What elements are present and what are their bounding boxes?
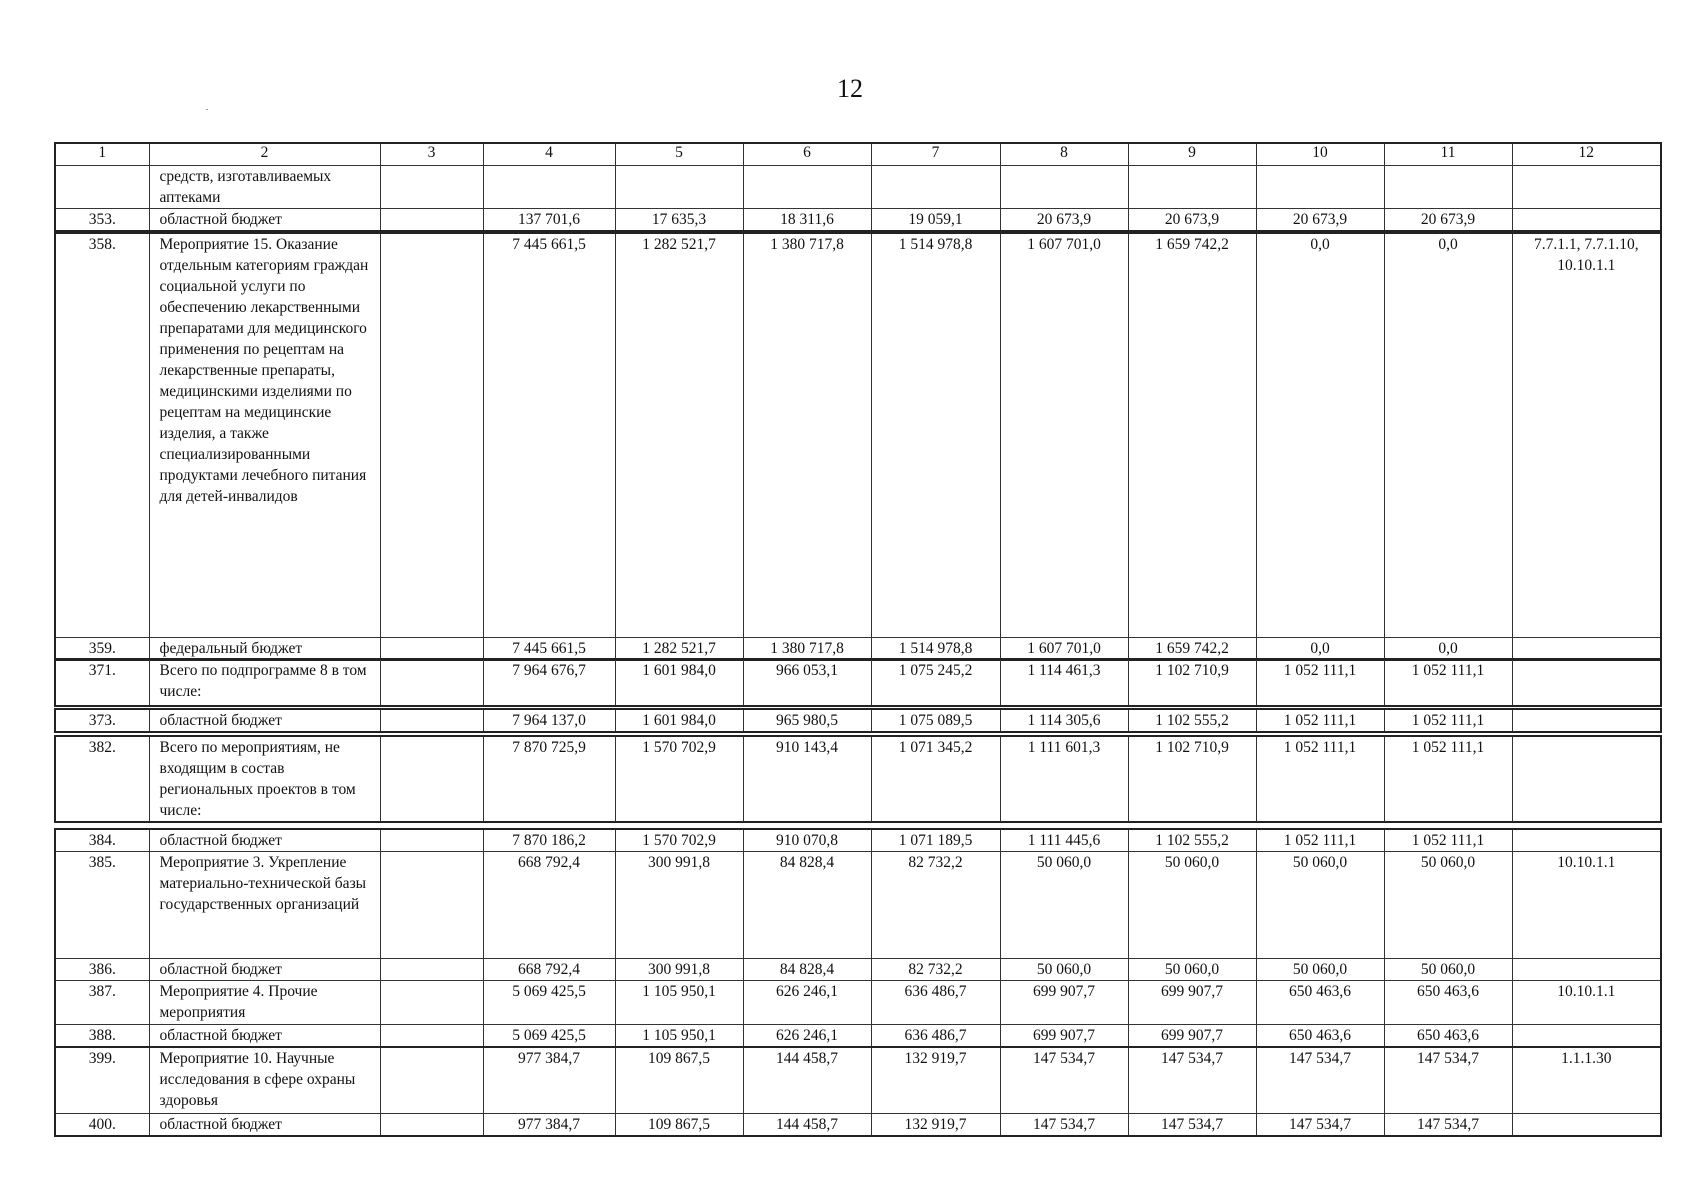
column-header: 10 xyxy=(1256,143,1384,165)
table-block xyxy=(54,1046,1662,1137)
column-header: 6 xyxy=(743,143,871,165)
amount-cell: 1 105 950,1 xyxy=(615,1025,743,1048)
amount-cell: 300 991,8 xyxy=(615,959,743,981)
amount-cell: 7 445 661,5 xyxy=(483,233,615,637)
row-col3 xyxy=(380,165,483,208)
amount-cell: 668 792,4 xyxy=(483,959,615,981)
amount-cell: 1 514 978,8 xyxy=(871,233,1000,637)
row-name: Мероприятие 3. Укрепление материально-технической базы государственных организаций xyxy=(149,852,380,959)
amount-cell: 1 111 601,3 xyxy=(1000,736,1128,822)
row-name: федеральный бюджет xyxy=(149,637,380,660)
scan-speck xyxy=(206,109,208,110)
amount-cell: 0,0 xyxy=(1384,233,1512,637)
column-header: 5 xyxy=(615,143,743,165)
row-name: Всего по подпрограмме 8 в том числе: xyxy=(149,659,380,706)
column-header: 9 xyxy=(1128,143,1256,165)
row-number: 386. xyxy=(55,959,149,981)
amount-cell: 50 060,0 xyxy=(1000,852,1128,959)
amount-cell: 636 486,7 xyxy=(871,1025,1000,1048)
amount-cell: 1 570 702,9 xyxy=(615,736,743,822)
amount-cell: 1 102 710,9 xyxy=(1128,736,1256,822)
amount-cell xyxy=(871,165,1000,208)
amount-cell: 977 384,7 xyxy=(483,1113,615,1136)
table-row xyxy=(55,959,1661,981)
indicator-code xyxy=(1512,208,1661,231)
row-col3 xyxy=(380,1025,483,1048)
row-name: областной бюджет xyxy=(149,829,380,852)
amount-cell: 668 792,4 xyxy=(483,852,615,959)
amount-cell: 1 607 701,0 xyxy=(1000,637,1128,660)
amount-cell: 977 384,7 xyxy=(483,1047,615,1113)
amount-cell xyxy=(743,165,871,208)
row-name: Мероприятие 10. Научные исследования в сфере охраны здоровья xyxy=(149,1047,380,1113)
row-name: областной бюджет xyxy=(149,709,380,732)
amount-cell: 1 052 111,1 xyxy=(1384,659,1512,706)
table-block xyxy=(54,232,1662,661)
amount-cell: 147 534,7 xyxy=(1384,1113,1512,1136)
row-number: 399. xyxy=(55,1047,149,1113)
row-col3 xyxy=(380,709,483,732)
amount-cell: 50 060,0 xyxy=(1128,959,1256,981)
table-row xyxy=(55,736,1661,822)
row-number: 382. xyxy=(55,736,149,822)
amount-cell: 1 111 445,6 xyxy=(1000,829,1128,852)
column-header: 1 xyxy=(55,143,149,165)
amount-cell: 84 828,4 xyxy=(743,959,871,981)
amount-cell: 1 105 950,1 xyxy=(615,981,743,1025)
amount-cell: 50 060,0 xyxy=(1384,959,1512,981)
amount-cell: 132 919,7 xyxy=(871,1047,1000,1113)
amount-cell: 20 673,9 xyxy=(1256,208,1384,231)
amount-cell: 1 114 461,3 xyxy=(1000,659,1128,706)
row-col3 xyxy=(380,659,483,706)
amount-cell: 20 673,9 xyxy=(1000,208,1128,231)
column-header-row xyxy=(55,143,1661,165)
amount-cell: 1 607 701,0 xyxy=(1000,233,1128,637)
amount-cell: 910 143,4 xyxy=(743,736,871,822)
amount-cell: 1 601 984,0 xyxy=(615,659,743,706)
indicator-code: 1.1.1.30 xyxy=(1512,1047,1661,1113)
amount-cell: 50 060,0 xyxy=(1128,852,1256,959)
amount-cell: 7 964 676,7 xyxy=(483,659,615,706)
indicator-code xyxy=(1512,829,1661,852)
amount-cell: 147 534,7 xyxy=(1256,1047,1384,1113)
amount-cell: 147 534,7 xyxy=(1384,1047,1512,1113)
row-col3 xyxy=(380,736,483,822)
row-number xyxy=(55,165,149,208)
amount-cell: 7 445 661,5 xyxy=(483,637,615,660)
amount-cell: 699 907,7 xyxy=(1128,1025,1256,1048)
table-block xyxy=(54,708,1662,733)
row-name: областной бюджет xyxy=(149,1113,380,1136)
amount-cell: 1 282 521,7 xyxy=(615,637,743,660)
amount-cell: 18 311,6 xyxy=(743,208,871,231)
amount-cell: 650 463,6 xyxy=(1384,1025,1512,1048)
amount-cell: 1 052 111,1 xyxy=(1384,709,1512,732)
amount-cell: 147 534,7 xyxy=(1128,1113,1256,1136)
row-col3 xyxy=(380,852,483,959)
amount-cell: 1 052 111,1 xyxy=(1384,736,1512,822)
table-block xyxy=(54,658,1662,707)
amount-cell: 7 870 725,9 xyxy=(483,736,615,822)
amount-cell: 300 991,8 xyxy=(615,852,743,959)
row-number: 387. xyxy=(55,981,149,1025)
table-block xyxy=(54,142,1662,232)
amount-cell: 147 534,7 xyxy=(1128,1047,1256,1113)
amount-cell xyxy=(483,165,615,208)
table-row xyxy=(55,709,1661,732)
row-name: областной бюджет xyxy=(149,1025,380,1048)
amount-cell: 699 907,7 xyxy=(1000,1025,1128,1048)
amount-cell xyxy=(1384,165,1512,208)
table-row xyxy=(55,659,1661,706)
amount-cell: 1 102 555,2 xyxy=(1128,829,1256,852)
row-number: 353. xyxy=(55,208,149,231)
indicator-code xyxy=(1512,637,1661,660)
row-col3 xyxy=(380,1113,483,1136)
amount-cell: 626 246,1 xyxy=(743,981,871,1025)
amount-cell: 1 570 702,9 xyxy=(615,829,743,852)
row-number: 388. xyxy=(55,1025,149,1048)
indicator-code xyxy=(1512,736,1661,822)
amount-cell: 1 114 305,6 xyxy=(1000,709,1128,732)
table-block xyxy=(54,828,1662,1048)
amount-cell: 0,0 xyxy=(1384,637,1512,660)
column-header: 4 xyxy=(483,143,615,165)
amount-cell: 50 060,0 xyxy=(1384,852,1512,959)
table-row xyxy=(55,1047,1661,1113)
row-name: областной бюджет xyxy=(149,208,380,231)
amount-cell: 147 534,7 xyxy=(1000,1113,1128,1136)
amount-cell: 132 919,7 xyxy=(871,1113,1000,1136)
table-row xyxy=(55,165,1661,208)
amount-cell: 17 635,3 xyxy=(615,208,743,231)
amount-cell: 5 069 425,5 xyxy=(483,1025,615,1048)
amount-cell: 109 867,5 xyxy=(615,1047,743,1113)
amount-cell: 50 060,0 xyxy=(1256,959,1384,981)
column-header: 11 xyxy=(1384,143,1512,165)
amount-cell: 1 075 245,2 xyxy=(871,659,1000,706)
row-number: 373. xyxy=(55,709,149,732)
amount-cell: 1 380 717,8 xyxy=(743,233,871,637)
amount-cell: 0,0 xyxy=(1256,637,1384,660)
column-header: 8 xyxy=(1000,143,1128,165)
amount-cell: 147 534,7 xyxy=(1000,1047,1128,1113)
amount-cell: 1 102 710,9 xyxy=(1128,659,1256,706)
row-number: 371. xyxy=(55,659,149,706)
column-header: 2 xyxy=(149,143,380,165)
table-block xyxy=(54,735,1662,823)
amount-cell: 1 052 111,1 xyxy=(1256,736,1384,822)
indicator-code: 7.7.1.1, 7.7.1.10, 10.10.1.1 xyxy=(1512,233,1661,637)
row-col3 xyxy=(380,208,483,231)
table-row xyxy=(55,829,1661,852)
amount-cell: 1 071 189,5 xyxy=(871,829,1000,852)
row-number: 358. xyxy=(55,233,149,637)
row-number: 400. xyxy=(55,1113,149,1136)
row-col3 xyxy=(380,637,483,660)
amount-cell: 636 486,7 xyxy=(871,981,1000,1025)
amount-cell xyxy=(1256,165,1384,208)
row-col3 xyxy=(380,829,483,852)
amount-cell: 84 828,4 xyxy=(743,852,871,959)
amount-cell: 1 052 111,1 xyxy=(1256,659,1384,706)
indicator-code xyxy=(1512,1025,1661,1048)
amount-cell: 20 673,9 xyxy=(1128,208,1256,231)
row-number: 359. xyxy=(55,637,149,660)
indicator-code xyxy=(1512,659,1661,706)
amount-cell: 1 282 521,7 xyxy=(615,233,743,637)
indicator-code: 10.10.1.1 xyxy=(1512,852,1661,959)
table-row xyxy=(55,1025,1661,1048)
amount-cell: 7 964 137,0 xyxy=(483,709,615,732)
amount-cell: 650 463,6 xyxy=(1256,981,1384,1025)
table-row xyxy=(55,852,1661,959)
column-header: 3 xyxy=(380,143,483,165)
amount-cell: 137 701,6 xyxy=(483,208,615,231)
amount-cell: 626 246,1 xyxy=(743,1025,871,1048)
amount-cell: 5 069 425,5 xyxy=(483,981,615,1025)
amount-cell: 82 732,2 xyxy=(871,852,1000,959)
amount-cell: 1 102 555,2 xyxy=(1128,709,1256,732)
amount-cell: 82 732,2 xyxy=(871,959,1000,981)
indicator-code xyxy=(1512,959,1661,981)
table-row xyxy=(55,981,1661,1025)
amount-cell: 50 060,0 xyxy=(1000,959,1128,981)
amount-cell: 910 070,8 xyxy=(743,829,871,852)
amount-cell xyxy=(1000,165,1128,208)
page-number: 12 xyxy=(837,74,863,103)
amount-cell: 966 053,1 xyxy=(743,659,871,706)
amount-cell: 965 980,5 xyxy=(743,709,871,732)
amount-cell xyxy=(615,165,743,208)
amount-cell: 1 380 717,8 xyxy=(743,637,871,660)
amount-cell: 7 870 186,2 xyxy=(483,829,615,852)
amount-cell: 699 907,7 xyxy=(1128,981,1256,1025)
indicator-code xyxy=(1512,1113,1661,1136)
amount-cell: 109 867,5 xyxy=(615,1113,743,1136)
amount-cell: 1 052 111,1 xyxy=(1384,829,1512,852)
amount-cell: 699 907,7 xyxy=(1000,981,1128,1025)
amount-cell: 144 458,7 xyxy=(743,1113,871,1136)
row-name: Мероприятие 4. Прочие мероприятия xyxy=(149,981,380,1025)
indicator-code: 10.10.1.1 xyxy=(1512,981,1661,1025)
row-name: средств, изготавливаемых аптеками xyxy=(149,165,380,208)
amount-cell: 1 052 111,1 xyxy=(1256,829,1384,852)
row-col3 xyxy=(380,959,483,981)
amount-cell: 19 059,1 xyxy=(871,208,1000,231)
amount-cell: 1 601 984,0 xyxy=(615,709,743,732)
amount-cell: 144 458,7 xyxy=(743,1047,871,1113)
amount-cell: 650 463,6 xyxy=(1384,981,1512,1025)
amount-cell xyxy=(1128,165,1256,208)
amount-cell: 147 534,7 xyxy=(1256,1113,1384,1136)
amount-cell: 50 060,0 xyxy=(1256,852,1384,959)
table-row xyxy=(55,637,1661,660)
table-row xyxy=(55,1113,1661,1136)
row-number: 385. xyxy=(55,852,149,959)
column-header: 12 xyxy=(1512,143,1661,165)
table-row xyxy=(55,208,1661,231)
row-name: областной бюджет xyxy=(149,959,380,981)
amount-cell: 1 659 742,2 xyxy=(1128,637,1256,660)
amount-cell: 1 514 978,8 xyxy=(871,637,1000,660)
row-col3 xyxy=(380,233,483,637)
indicator-code xyxy=(1512,165,1661,208)
row-name: Всего по мероприятиям, не входящим в состав региональных проектов в том числе: xyxy=(149,736,380,822)
column-header: 7 xyxy=(871,143,1000,165)
row-number: 384. xyxy=(55,829,149,852)
amount-cell: 0,0 xyxy=(1256,233,1384,637)
indicator-code xyxy=(1512,709,1661,732)
amount-cell: 1 071 345,2 xyxy=(871,736,1000,822)
row-name: Мероприятие 15. Оказание отдельным категориям граждан социальной услуги по обеспечению лекарственными препаратами для медицинского применения по рецептам на лекарственные препараты, медицинскими изделиями по рецептам на медицинские изделия, а также специализированными продуктами лечебного питания для детей-инвалидов xyxy=(149,233,380,637)
amount-cell: 650 463,6 xyxy=(1256,1025,1384,1048)
row-col3 xyxy=(380,1047,483,1113)
amount-cell: 1 052 111,1 xyxy=(1256,709,1384,732)
row-col3 xyxy=(380,981,483,1025)
amount-cell: 1 075 089,5 xyxy=(871,709,1000,732)
amount-cell: 20 673,9 xyxy=(1384,208,1512,231)
amount-cell: 1 659 742,2 xyxy=(1128,233,1256,637)
table-row xyxy=(55,233,1661,637)
